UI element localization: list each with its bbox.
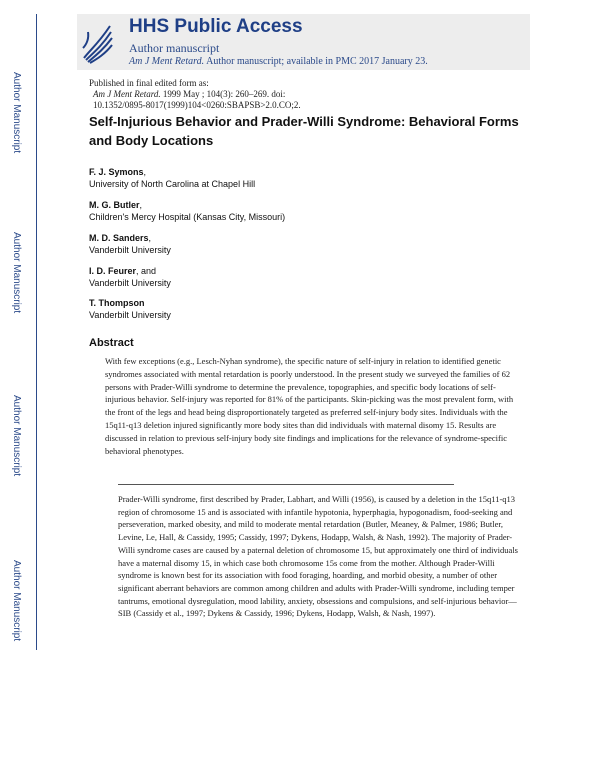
author-name: T. Thompson (89, 298, 145, 308)
publication-citation-text: 1999 May ; 104(3): 260–269. doi: (160, 89, 286, 99)
publication-journal: Am J Ment Retard. (93, 89, 161, 99)
sidebar-label-4: Author Manuscript (11, 560, 22, 642)
author-suffix: , (139, 200, 143, 210)
publication-line1: Published in final edited form as: (89, 78, 209, 88)
header-subtitle: Author manuscript (129, 41, 220, 55)
author-4 (89, 265, 171, 289)
author-affiliation: Vanderbilt University (89, 278, 171, 288)
author-affiliation: Vanderbilt University (89, 310, 171, 320)
author-3 (89, 232, 171, 256)
author-2 (89, 199, 285, 223)
author-suffix: , and (136, 266, 157, 276)
sidebar-label-3: Author Manuscript (11, 395, 22, 477)
header-availability-text: Author manuscript; available in PMC 2017 January 23. (204, 56, 428, 67)
author-suffix: , (143, 167, 147, 177)
article-title: Self-Injurious Behavior and Prader-Willi Syndrome: Behavioral Forms and Body Locations (89, 114, 519, 148)
sidebar-label-2: Author Manuscript (11, 232, 22, 314)
author-affiliation: Vanderbilt University (89, 245, 171, 255)
header-availability (129, 56, 428, 67)
publication-doi: 10.1352/0895-8017(1999)104<0260:SBAPSB>2.0.CO;2. (93, 100, 301, 110)
body-paragraph: Prader-Willi syndrome, first described by Prader, Labhart, and Willi (1956), is caused by a deletion in the 15q11-q13 region of chromosome 15 and is associated with infantile hypotonia, hyperphagia, hypogonadism, food-seeking and perseveration, marked obesity, and mild to moderate mental retardation (Butler, Meaney, & Palmer, 1986; Butler, Levine, Le, Hall, & Cassidy, 1995; Cassidy, 1997; Dykens, Hodapp, Walsh, & Nash, 1992). The majority of Prader-Willi syndrome cases are caused by a paternal deletion of chromosome 15, but approximately one third of individuals have a maternal disomy 15, in which case both chromosome 15s come from the mother. Although Prader-Willi syndrome is known best for its association with food foraging, hoarding, and morbid obesity, a number of other significant aberrant behaviors are common among children and adults with Prader-Willi syndrome, including temper tantrums, emotional dysregulation, mood lability, anxiety, obsessions and compulsions, and self-injurious behavior—SIB (Cassidy et al., 1997; Dykens & Cassidy, 1996; Dykens, Hodapp, Walsh, & Nash, 1997). (118, 494, 518, 619)
author-name: M. G. Butler (89, 200, 140, 210)
author-suffix: , (148, 233, 152, 243)
author-5 (89, 297, 171, 321)
author-name: F. J. Symons (89, 167, 144, 177)
author-name: M. D. Sanders (89, 233, 149, 243)
sidebar-label-1: Author Manuscript (11, 72, 22, 154)
publication-citation (89, 89, 301, 100)
sidebar-rule (36, 14, 37, 650)
author-1 (89, 166, 255, 190)
hhs-eagle-logo-icon (77, 14, 117, 70)
header-journal: Am J Ment Retard. (129, 56, 205, 67)
abstract-heading: Abstract (89, 337, 134, 349)
header-title: HHS Public Access (129, 16, 303, 37)
hhs-header (77, 14, 530, 70)
publication-info (89, 78, 301, 111)
author-affiliation: Children's Mercy Hospital (Kansas City, Missouri) (89, 212, 286, 222)
author-name: I. D. Feurer (89, 266, 137, 276)
abstract-text: With few exceptions (e.g., Lesch-Nyhan syndrome), the specific nature of self-injury in relation to identified genetic syndromes associated with mental retardation is poorly understood. In the present study we surveyed the families of 62 persons with Prader-Willi syndrome to determine the prevalence, topographies, and specific body locations of self-injurious behavior. Self-injury was reported for 81% of the participants. Skin-picking was the most prevalent form, with the front of the legs and head being disproportionately targeted as preferred self-injury body sites. Individuals with the 15q11-q13 deletion injured significantly more body sites than did individuals with maternal disomy 15. Results are discussed in relation to previous self-injury body site findings and implications for the relevance of syndrome-specific behavioral phenotypes. (105, 356, 514, 456)
author-affiliation: University of North Carolina at Chapel Hill (89, 179, 256, 189)
section-divider (118, 484, 454, 485)
